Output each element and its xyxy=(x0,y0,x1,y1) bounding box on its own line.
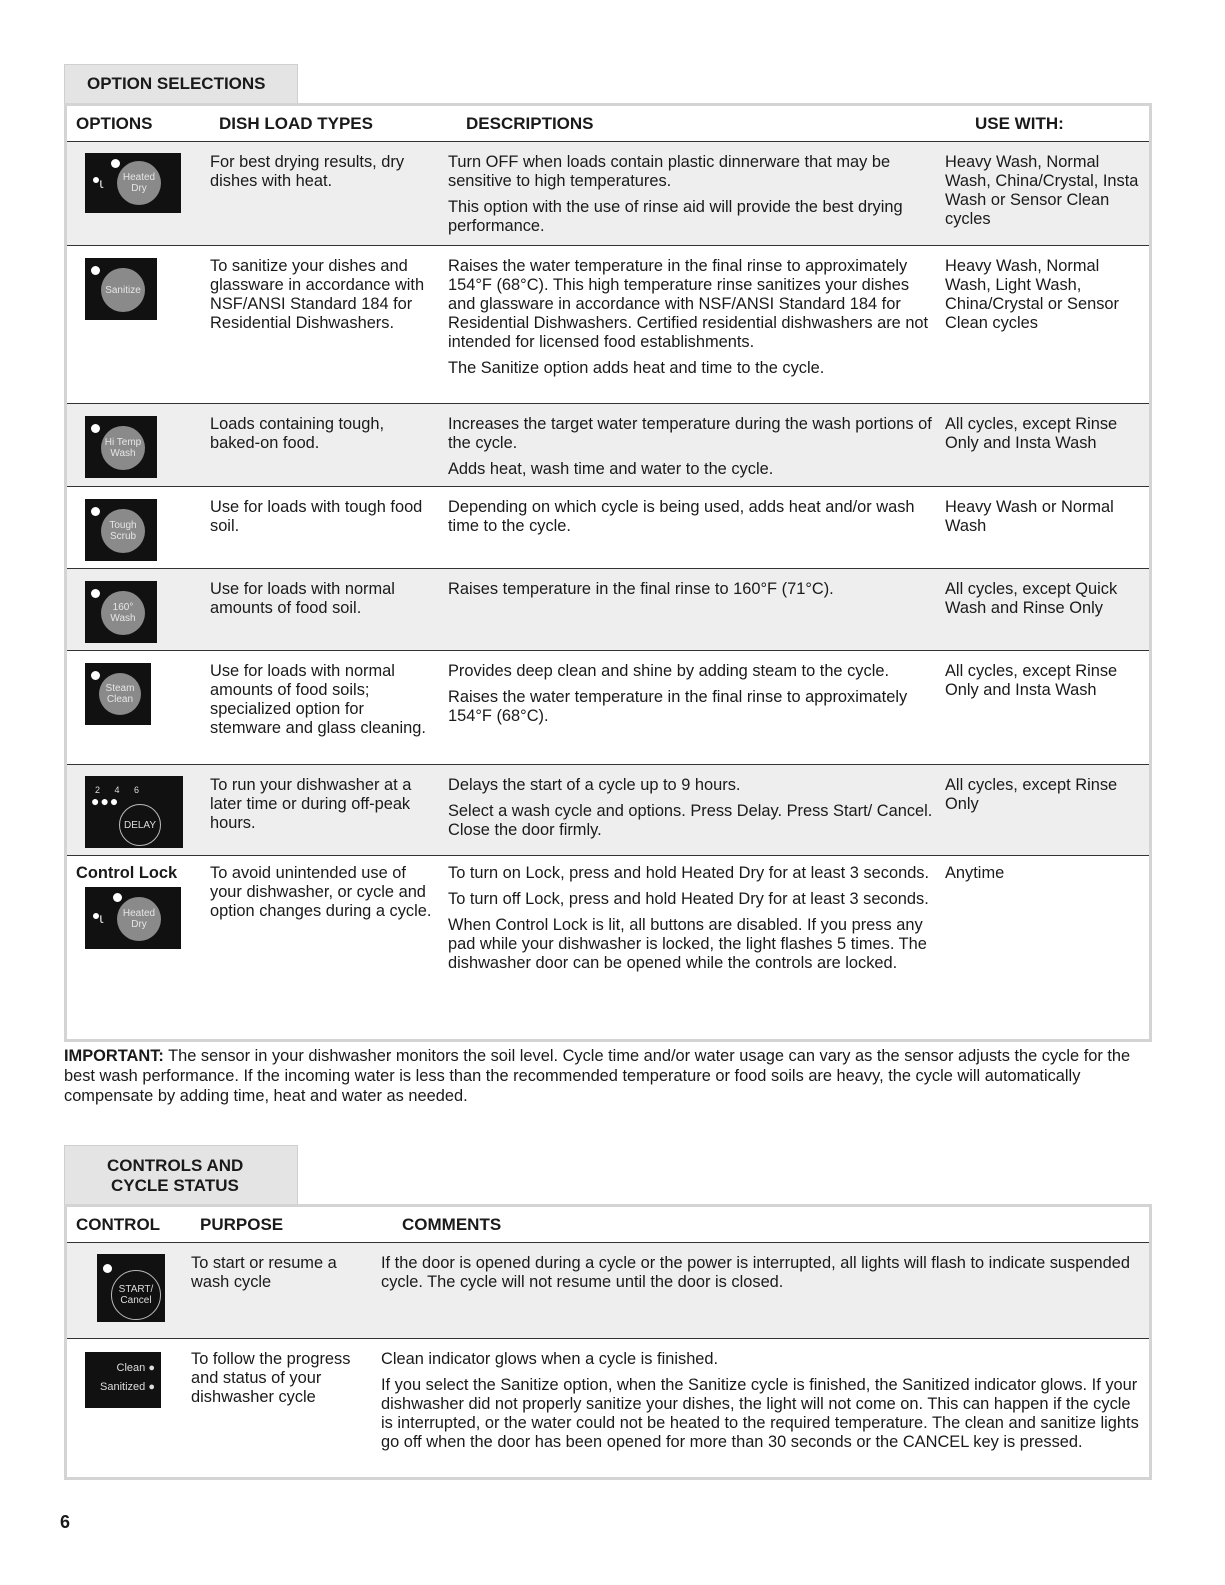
sanitize-button-image xyxy=(85,258,157,320)
header-dish-load-types: DISH LOAD TYPES xyxy=(219,113,373,133)
use-with-text: Heavy Wash or Normal Wash xyxy=(945,498,1114,535)
delay-hours-label: 2 4 6 xyxy=(95,785,146,795)
dish-load-text: To run your dishwasher at a later time or during off-peak hours. xyxy=(210,776,412,832)
sanitized-indicator-label: Sanitized xyxy=(100,1381,146,1393)
indicator-light-icon xyxy=(111,159,120,168)
control-lock-button-image xyxy=(85,887,181,949)
tough-scrub-label: Tough Scrub xyxy=(101,509,145,553)
comment-text: If the door is opened during a cycle or the power is interrupted, all lights will flash to indicate suspended cycle. The cycle will not resume until the door is closed. xyxy=(381,1254,1130,1291)
control-image-cell xyxy=(67,1243,179,1338)
lock-icon: ⍳ xyxy=(99,175,104,191)
option-row-tough-scrub xyxy=(67,487,1149,569)
start-cancel-button-image xyxy=(97,1254,165,1322)
option-image-cell xyxy=(67,569,201,650)
description-text: The Sanitize option adds heat and time to the cycle. xyxy=(448,359,825,377)
hi-temp-wash-button-image xyxy=(85,416,157,478)
header-control: CONTROL xyxy=(76,1214,161,1234)
heated-dry-label: Heated Dry xyxy=(117,161,161,205)
description-text: Delays the start of a cycle up to 9 hours. xyxy=(448,776,741,794)
header-purpose: PURPOSE xyxy=(200,1214,284,1234)
header-use-with: USE WITH: xyxy=(975,113,1064,133)
use-with-text: All cycles, except Rinse Only and Insta Wash xyxy=(945,415,1118,452)
tough-scrub-button-image xyxy=(85,499,157,561)
indicator-light-icon xyxy=(91,589,100,598)
heated-dry-button-image xyxy=(85,153,181,213)
indicator-light-icon: ● xyxy=(148,1381,155,1393)
option-row-heated-dry xyxy=(67,142,1149,246)
indicator-light-icon xyxy=(91,424,100,433)
indicator-light-icon: ● xyxy=(148,1362,155,1374)
use-with-text: All cycles, except Rinse Only xyxy=(945,776,1118,813)
description-cell xyxy=(436,487,936,568)
status-indicators-image xyxy=(85,1352,161,1408)
controls-cycle-status-table xyxy=(64,1204,1152,1480)
description-text: Turn OFF when loads contain plastic dinnerware that may be sensitive to high temperatures. xyxy=(448,153,891,190)
description-text: To turn off Lock, press and hold Heated Dry for at least 3 seconds. xyxy=(448,890,929,908)
sanitized-indicator xyxy=(85,1380,155,1395)
indicator-light-icon xyxy=(113,893,122,902)
description-cell xyxy=(436,246,936,403)
table-header xyxy=(67,106,1149,142)
purpose-text: To start or resume a wash cycle xyxy=(191,1254,337,1291)
option-image-cell xyxy=(67,487,201,568)
option-row-control-lock xyxy=(67,856,1149,1039)
comments-cell xyxy=(369,1339,1149,1477)
delay-indicator-lights-icon: ●●● xyxy=(91,793,120,809)
description-text: Raises temperature in the final rinse to 160°F (71°C). xyxy=(448,580,834,598)
dish-load-text: To avoid unintended use of your dishwasher, or cycle and option changes during a cycle. xyxy=(210,864,432,920)
description-text: Raises the water temperature in the final rinse to approximately 154°F (68°C). xyxy=(448,688,908,725)
description-text: To turn on Lock, press and hold Heated Dry for at least 3 seconds. xyxy=(448,864,930,882)
160-wash-button-image xyxy=(85,581,157,643)
description-text: When Control Lock is lit, all buttons are disabled. If you press any pad while your dishwasher is locked, the light flashes 5 times. The dishwasher door can be opened while the controls are locked. xyxy=(448,916,927,972)
delay-label: DELAY xyxy=(119,804,161,846)
sanitize-label: Sanitize xyxy=(101,268,145,312)
hi-temp-wash-label: Hi Temp Wash xyxy=(101,426,145,470)
description-text: Depending on which cycle is being used, adds heat and/or wash time to the cycle. xyxy=(448,498,915,535)
dish-load-text: To sanitize your dishes and glassware in accordance with NSF/ANSI Standard 184 for Residential Dishwashers. xyxy=(210,257,425,332)
option-selections-table xyxy=(64,103,1152,1042)
use-with-text: Anytime xyxy=(945,864,1005,882)
control-row-start-cancel xyxy=(67,1243,1149,1339)
important-label: IMPORTANT: xyxy=(64,1047,164,1065)
indicator-light-icon xyxy=(103,1264,112,1273)
description-cell xyxy=(436,856,936,1039)
start-cancel-label: START/ Cancel xyxy=(111,1270,161,1320)
option-row-160-wash xyxy=(67,569,1149,651)
control-image-cell xyxy=(67,1339,179,1477)
dish-load-text: For best drying results, dry dishes with heat. xyxy=(210,153,405,190)
steam-clean-label: Steam Clean xyxy=(99,673,141,715)
dish-load-text: Use for loads with tough food soil. xyxy=(210,498,423,535)
header-options: OPTIONS xyxy=(76,113,153,133)
description-cell xyxy=(436,404,936,486)
option-image-cell xyxy=(67,651,201,764)
indicator-light-icon xyxy=(91,507,100,516)
important-text: The sensor in your dishwasher monitors the soil level. Cycle time and/or water usage can vary as the sensor adjusts the cycle for the best wash performance. If the incoming water is less than the recommended temperature or food soils are heavy, the cycle will automatically compensate by adding time, heat and water as needed. xyxy=(64,1047,1131,1105)
use-with-text: All cycles, except Quick Wash and Rinse Only xyxy=(945,580,1118,617)
dish-load-text: Use for loads with normal amounts of food soils; specialized option for stemware and glass cleaning. xyxy=(210,662,426,737)
description-text: Increases the target water temperature during the wash portions of the cycle. xyxy=(448,415,932,452)
page-number: 6 xyxy=(60,1512,71,1532)
use-with-text: Heavy Wash, Normal Wash, Light Wash, China/Crystal or Sensor Clean cycles xyxy=(945,257,1119,332)
control-row-status-indicators xyxy=(67,1339,1149,1477)
option-image-cell xyxy=(67,142,201,245)
description-cell xyxy=(436,569,936,650)
use-with-text: All cycles, except Rinse Only and Insta Wash xyxy=(945,662,1118,699)
description-text: Raises the water temperature in the final rinse to approximately 154°F (68°C). This high temperature rinse sanitizes your dishes and glassware in accordance with NSF/ANSI Standard 184 for Residential Dishwashers. Certified residential dishwashers are not intended for licensed food establishments. xyxy=(448,257,929,351)
comment-text: Clean indicator glows when a cycle is finished. xyxy=(381,1350,719,1368)
title-line-1: CONTROLS AND xyxy=(107,1156,244,1175)
160-wash-label: 160° Wash xyxy=(101,591,145,635)
dish-load-text: Use for loads with normal amounts of food soil. xyxy=(210,580,395,617)
option-row-hi-temp-wash xyxy=(67,404,1149,487)
title-line-2: CYCLE STATUS xyxy=(111,1176,239,1195)
clean-indicator xyxy=(85,1361,155,1376)
description-text: Select a wash cycle and options. Press Delay. Press Start/ Cancel. Close the door firmly. xyxy=(448,802,933,839)
option-image-cell xyxy=(67,856,201,1039)
indicator-light-icon xyxy=(91,671,100,680)
option-image-cell xyxy=(67,404,201,486)
description-text: Adds heat, wash time and water to the cycle. xyxy=(448,460,774,478)
purpose-text: To follow the progress and status of your dishwasher cycle xyxy=(191,1350,351,1406)
header-comments: COMMENTS xyxy=(402,1214,502,1234)
indicator-light-icon xyxy=(91,266,100,275)
comments-cell xyxy=(369,1243,1149,1338)
table-header xyxy=(67,1207,1149,1243)
option-image-cell xyxy=(67,765,201,855)
header-descriptions: DESCRIPTIONS xyxy=(466,113,594,133)
description-cell xyxy=(436,142,936,245)
heated-dry-label: Heated Dry xyxy=(117,897,161,941)
description-cell xyxy=(436,651,936,764)
option-row-delay xyxy=(67,765,1149,856)
description-text: Provides deep clean and shine by adding steam to the cycle. xyxy=(448,662,890,680)
steam-clean-button-image xyxy=(85,663,151,725)
use-with-text: Heavy Wash, Normal Wash, China/Crystal, Insta Wash or Sensor Clean cycles xyxy=(945,153,1139,228)
controls-cycle-status-title xyxy=(64,1145,298,1207)
clean-indicator-label: Clean xyxy=(116,1362,146,1374)
dish-load-text: Loads containing tough, baked-on food. xyxy=(210,415,385,452)
option-row-steam-clean xyxy=(67,651,1149,765)
important-note xyxy=(64,1046,1152,1106)
option-row-sanitize xyxy=(67,246,1149,404)
description-cell xyxy=(436,765,936,855)
control-lock-label: Control Lock xyxy=(76,864,178,882)
description-text: This option with the use of rinse aid will provide the best drying performance. xyxy=(448,198,903,235)
delay-button-image xyxy=(85,776,183,848)
option-image-cell xyxy=(67,246,201,403)
option-selections-title: OPTION SELECTIONS xyxy=(64,64,298,104)
lock-icon: ⍳ xyxy=(99,910,104,926)
comment-text: If you select the Sanitize option, when the Sanitize cycle is finished, the Sanitized indicator glows. If your dishwasher did not properly sanitize your dishes, the light will not come on. This can happen if the cycle is interrupted, or the water could not be heated to the required temperature. The clean and sanitize lights go off when the door has been opened for more than 30 seconds or the CANCEL key is pressed. xyxy=(381,1376,1139,1451)
